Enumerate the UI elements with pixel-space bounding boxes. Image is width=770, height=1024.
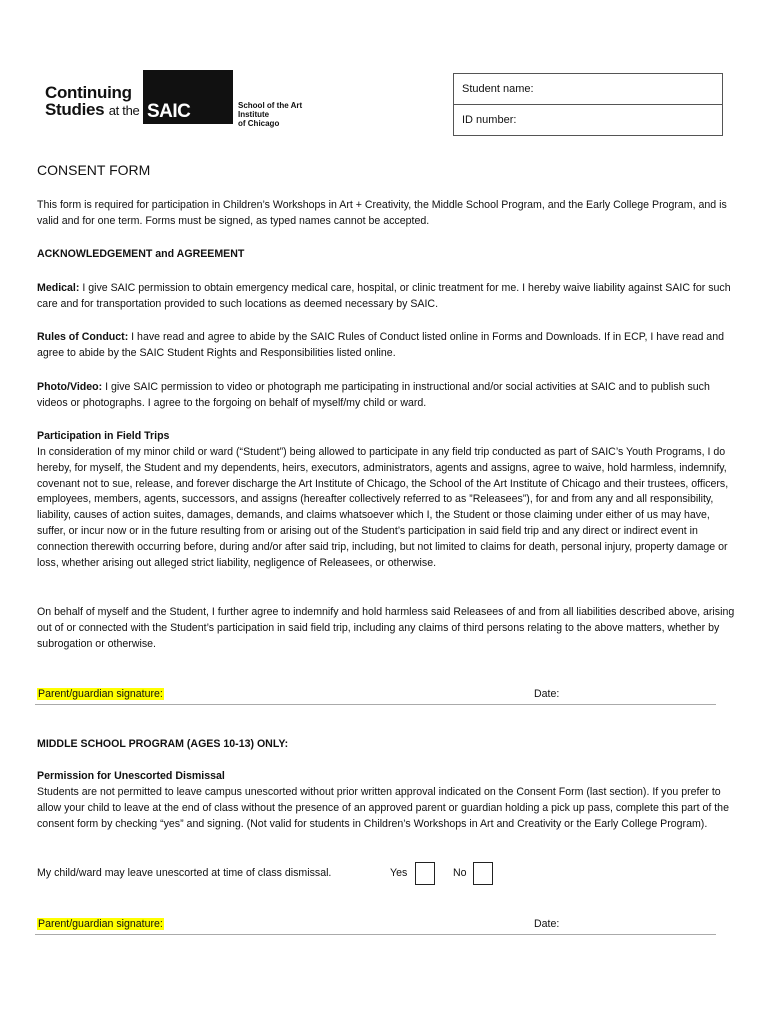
unescorted-dismissal-heading: Permission for Unescorted Dismissal (37, 770, 225, 782)
unescorted-question: My child/ward may leave unescorted at time of class dismissal. (37, 867, 332, 879)
signature-line-2[interactable] (35, 917, 716, 935)
indemnify-paragraph: On behalf of myself and the Student, I further agree to indemnify and hold harmless said Releasees of and from all liabilities described above, arising out of or connected with the Student’s participation in said field trip, including any claims of third persons relating to the above matters, whether by subrogation or otherwise. (37, 606, 735, 650)
logo-school-name (238, 101, 305, 128)
photo-label: Photo/Video: (37, 381, 103, 393)
photo-paragraph (37, 380, 737, 412)
middle-school-heading: MIDDLE SCHOOL PROGRAM (AGES 10-13) ONLY: (37, 738, 289, 750)
medical-paragraph (37, 281, 737, 313)
rules-label: Rules of Conduct: (37, 331, 129, 343)
rules-text: I have read and agree to abide by the SAIC Rules of Conduct listed online in Forms and Downloads. If in ECP, I have read and agree to abide by the SAIC Student Rights and Responsibilities listed online. (37, 331, 724, 359)
date-label-2: Date: (534, 918, 560, 930)
intro-paragraph: This form is required for participation in Children’s Workshops in Art + Creativity, the Middle School Program, and the Early College Program, and is valid and for one term. Forms must be signed, as typed names cannot be accepted. (37, 199, 727, 227)
no-checkbox[interactable] (473, 862, 493, 885)
rules-paragraph (37, 330, 737, 362)
date-label-1: Date: (534, 688, 560, 700)
id-number-field[interactable] (454, 104, 722, 134)
logo-saic-text: SAIC (147, 101, 191, 122)
id-number-label: ID number: (462, 114, 517, 126)
field-trips-heading: Participation in Field Trips (37, 430, 170, 442)
medical-text: I give SAIC permission to obtain emergency medical care, hospital, or clinic treatment for me. I hereby waive liability against SAIC for such care and for transportation provided to such locations as deemed necessary by SAIC. (37, 282, 731, 310)
unescorted-dismissal-paragraph: Students are not permitted to leave campus unescorted without prior written approval indicated on the Consent Form (last section). If you prefer to allow your child to leave at the end of class without the presence of an approved parent or guardian holding a pick up pass, complete this part of the consent form by checking “yes” and signing. (Not valid for students in Children’s Workshops in Art and Creativity or the Early College Program). (37, 786, 729, 830)
logo-school-line1: School of the Art Institute (238, 101, 303, 119)
logo-studies-word: Studies (45, 100, 105, 119)
yes-label: Yes (390, 867, 408, 879)
yes-checkbox[interactable] (415, 862, 435, 885)
photo-text: I give SAIC permission to video or photograph me participating in instructional and/or social activities at SAIC and to publish such videos or photographs. I agree to the forgoing on behalf of myself/my child or ward. (37, 381, 710, 409)
unescorted-question-row (37, 862, 737, 888)
logo-line-studies (45, 101, 139, 119)
parent-signature-label-2: Parent/guardian signature: (38, 918, 163, 930)
signature-line-1[interactable] (35, 687, 716, 705)
medical-label: Medical: (37, 282, 80, 294)
field-trips-paragraph: In consideration of my minor child or ward (“Student”) being allowed to participate in any field trip conducted as part of SAIC’s Youth Programs, I do hereby, for myself, the Student and my dependents, heirs, executors, administrators, agents and assigns, agree to waive, hold harmless, indemnify, covenant not to sue, release, and forever discharge the Art Institute of Chicago, the School of the Art Institute of Chicago and their trustees, officers, employees, members, agents, successors, and assigns (hereafter collectively referred to as ”Releasees”), for and from any and all responsibility, liability, causes of action suites, damages, demands, and claims whatsoever which I, the Student or those claiming under either of us may have, suffer, or incur now or in the future resulting from or arising out of the Student’s participation in said field trip and any direct or indirect event in connection therewith occurring before, during and/or after said trip, including, but not limited to claims for death, personal injury, property damage or loss, whether arising out alleged strict liability, negligence of Releasees, or otherwise. (37, 446, 729, 569)
ack-heading: ACKNOWLEDGEMENT and AGREEMENT (37, 248, 245, 260)
continuing-studies-saic-logo (45, 70, 305, 126)
student-info-box (453, 73, 723, 136)
student-name-label: Student name: (462, 83, 534, 95)
logo-at-the: at the (108, 103, 140, 118)
logo-school-line2: of Chicago (238, 119, 280, 128)
form-title: CONSENT FORM (37, 162, 151, 178)
no-label: No (453, 867, 467, 879)
parent-signature-label-1: Parent/guardian signature: (38, 688, 163, 700)
logo-line-continuing: Continuing (45, 83, 132, 102)
student-name-field[interactable] (454, 74, 722, 104)
